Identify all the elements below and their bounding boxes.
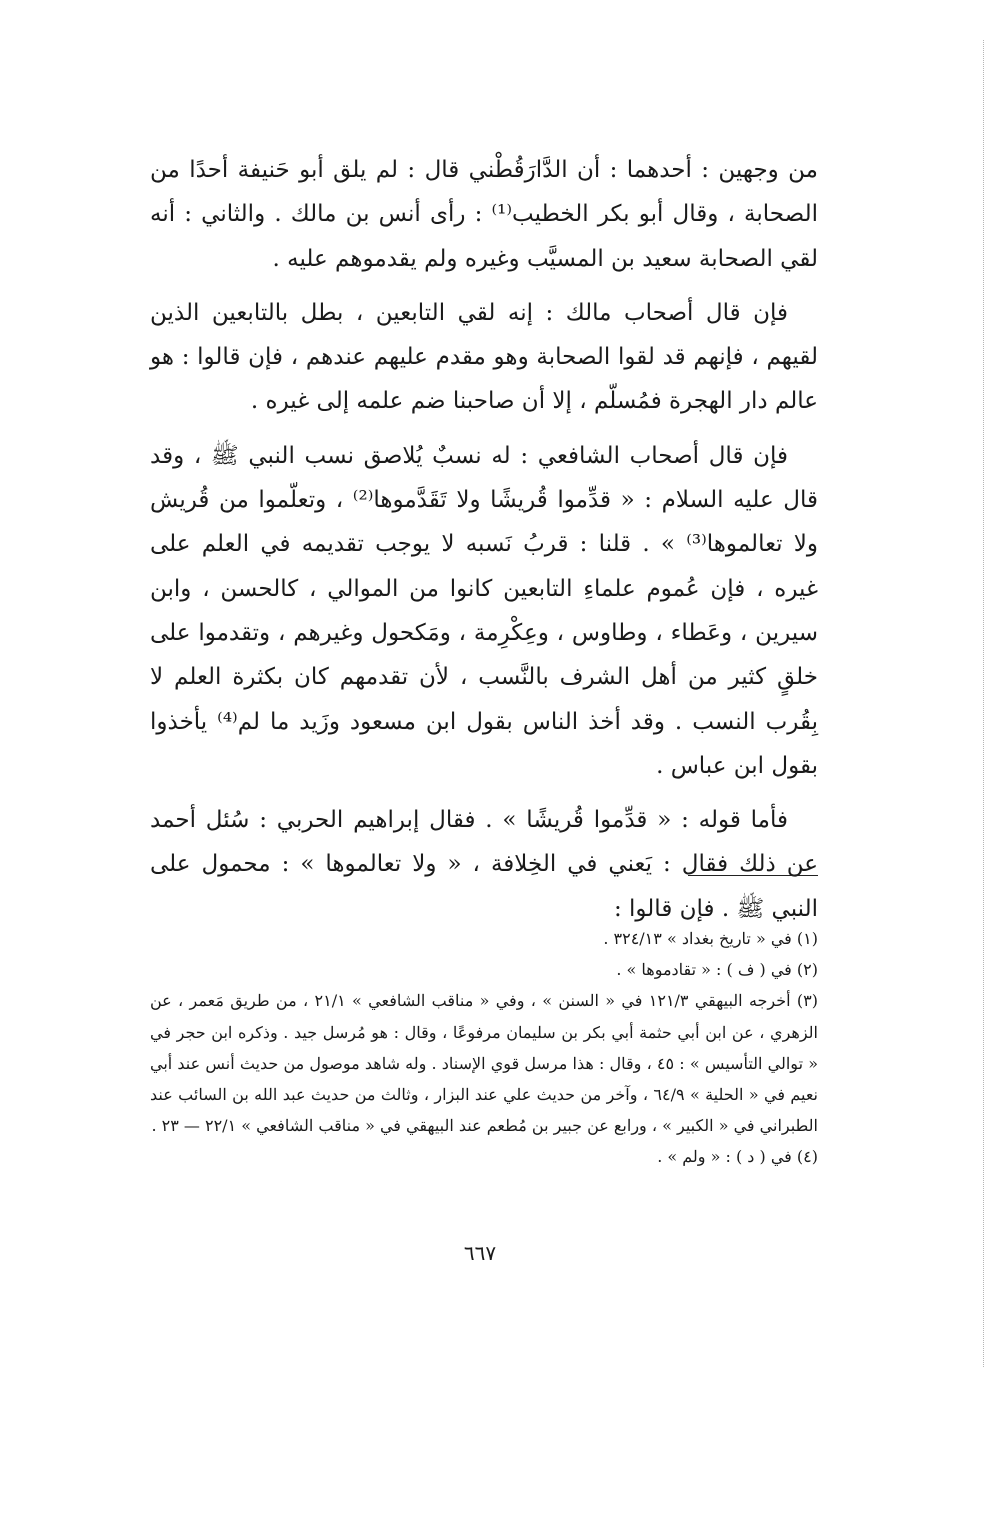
page-edge-line	[983, 40, 984, 1367]
page-number: ٦٦٧	[463, 1241, 497, 1265]
paragraph-4: فأما قوله : « قدِّموا قُريشًا » . فقال إبراهيم الحربي : سُئل أحمد عن ذلك فقال : يَعني في الخِلافة ، « ولا تعالموها » : محمول على النبي ﷺ . فإن قالوا :	[150, 807, 818, 922]
footnote-1: (١) في « تاريخ بغداد » ٣٢٤/١٣ .	[603, 929, 818, 948]
paragraph-3: فإن قال أصحاب الشافعي : له نسبٌ يُلاصق نسب النبي ﷺ ، وقد قال عليه السلام : « قدِّموا قُريشًا ولا تَقَدَّموها⁽²⁾ ، وتعلّموا من قُريش ولا تعالموها⁽³⁾ » . قلنا : قربُ نَسبه لا يوجب تقديمه في العلم على غيره ، فإن عُموم علماءِ التابعين كانوا من الموالي ، كالحسن ، وابن سيرين ، وعَطاء ، وطاوس ، وعِكْرِمة ، ومَكحول وغيرهم ، وتقدموا على خلقٍ كثير من أهل الشرف بالنَّسب ، لأن تقدمهم كان بكثرة العلم لا بِقُرب النسب . وقد أخذ الناس بقول ابن مسعود وزَيد ما لم⁽⁴⁾ يأخذوا بقول ابن عباس .	[150, 442, 819, 779]
main-text-body	[150, 148, 818, 941]
footnote-2: (٢) في ( ف ) : « تقادموها » .	[616, 960, 818, 980]
footnotes-section	[150, 923, 818, 1173]
paragraph-2: فإن قال أصحاب مالك : إنه لقي التابعين ، بطل بالتابعين الذين لقيهم ، فإنهم قد لقوا الصحابة وهو مقدم عليهم عندهم ، فإن قالوا : هو عالم دار الهجرة فمُسلّم ، إلا أن صاحبنا ضم علمه إلى غيره .	[150, 299, 818, 415]
paragraph-1: من وجهين : أحدهما : أن الدَّارَقُطْني قال : لم يلق أبو حَنيفة أحدًا من الصحابة ، وقال أبو بكر الخطيب⁽¹⁾ : رأى أنس بن مالك . والثاني : أنه لقي الصحابة سعيد بن المسيَّب وغيره ولم يقدموهم عليه .	[150, 157, 818, 272]
footnote-3: (٣) أخرجه البيهقي ١٢١/٣ في « السنن » ، وفي « مناقب الشافعي » ٢١/١ ، من طريق مَعمر ، عن الزهري ، عن ابن أبي حثمة أبي بكر بن سليمان مرفوعًا ، وقال : هو مُرسل جيد . وذكره ابن حجر في « توالي التأسيس » : ٤٥ ، وقال : هذا مرسل قوي الإسناد . وله شاهد موصول من حديث أنس عند أبي نعيم في « الحلية » ٦٤/٩ ، وآخر من حديث علي عند البزار ، وثالث من حديث عبد الله بن السائب عند الطبراني في « الكبير » ، ورابع عن جبير بن مُطعم عند البيهقي في « مناقب الشافعي » ٢٢/١ — ٢٣ .	[150, 991, 819, 1136]
footnote-divider	[688, 875, 818, 876]
footnote-4: (٤) في ( د ) : « ولم » .	[657, 1147, 818, 1167]
